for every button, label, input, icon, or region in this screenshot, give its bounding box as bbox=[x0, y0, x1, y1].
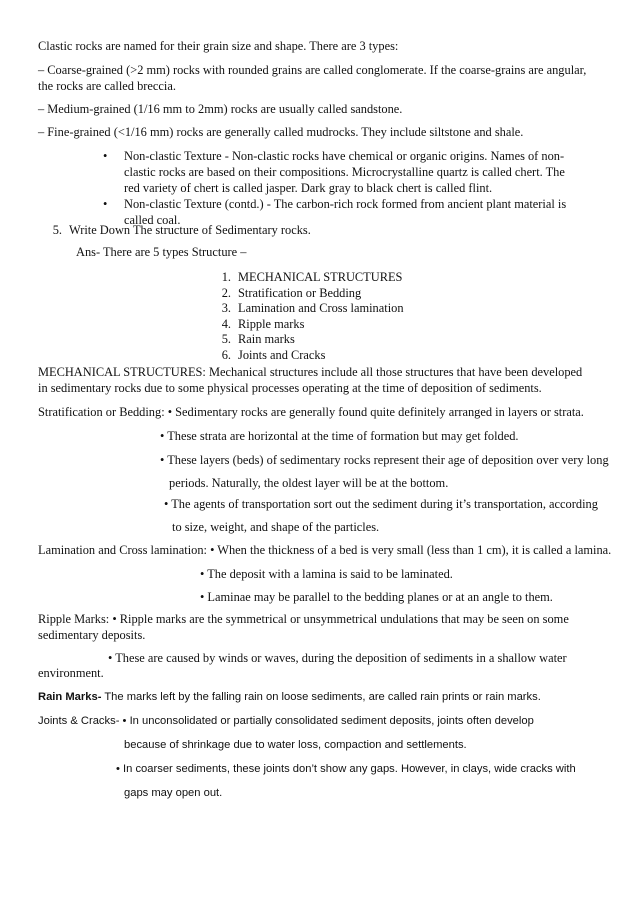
bullet-text: Non-clastic Texture - Non-clastic rocks have chemical or organic origins. Names of non-clastic rocks are based on their compositions. Microcrystalline quartz is called chert. The red variety of chert is called jasper. Dark gray to black chert is called flint. bbox=[124, 149, 565, 195]
structure-item bbox=[213, 300, 404, 316]
rain-marks-label: Rain Marks- bbox=[38, 691, 102, 703]
lamination-line-3: • Laminae may be parallel to the bedding planes or at an angle to them. bbox=[200, 590, 553, 604]
structure-item bbox=[213, 285, 361, 301]
structure-label: Ripple marks bbox=[238, 317, 305, 331]
rain-marks-paragraph bbox=[38, 689, 541, 705]
lamination-line-1: Lamination and Cross lamination: • When the thickness of a bed is very small (less than 1 cm), it is called a lamina. bbox=[38, 543, 612, 557]
bullet-marker: • bbox=[103, 149, 108, 163]
stratification-line-2: • These strata are horizontal at the time of formation but may get folded. bbox=[160, 429, 519, 443]
joints-line-3: • In coarser sediments, these joints don’t show any gaps. However, in clays, wide cracks with bbox=[116, 763, 576, 775]
intro-paragraph-3: – Medium-grained (1/16 mm to 2mm) rocks are usually called sandstone. bbox=[38, 102, 403, 116]
rain-marks-text: The marks left by the falling rain on loose sediments, are called rain prints or rain marks. bbox=[101, 691, 541, 703]
structure-item bbox=[213, 331, 295, 347]
intro-paragraph-4: – Fine-grained (<1/16 mm) rocks are generally called mudrocks. They include siltstone and shale. bbox=[38, 125, 524, 139]
intro-paragraph-1: Clastic rocks are named for their grain size and shape. There are 3 types: bbox=[38, 39, 399, 53]
structure-number: 1. bbox=[221, 270, 231, 284]
stratification-line-1: Stratification or Bedding: • Sedimentary rocks are generally found quite definitely arranged in layers or strata. bbox=[38, 405, 584, 419]
stratification-line-3: • These layers (beds) of sedimentary rocks represent their age of deposition over very long bbox=[160, 453, 609, 467]
joints-line-2: because of shrinkage due to water loss, compaction and settlements. bbox=[124, 739, 467, 751]
question-heading bbox=[44, 222, 311, 238]
structure-label: Rain marks bbox=[238, 332, 295, 346]
structure-item bbox=[213, 316, 304, 332]
stratification-line-5: • The agents of transportation sort out the sediment during it’s transportation, according bbox=[164, 497, 598, 511]
answer-intro: Ans- There are 5 types Structure – bbox=[76, 245, 247, 259]
structure-item bbox=[213, 269, 402, 285]
stratification-line-6: to size, weight, and shape of the particles. bbox=[172, 520, 380, 534]
question-number: 5. bbox=[52, 223, 62, 237]
structure-number: 5. bbox=[221, 332, 231, 346]
ripple-line-1: Ripple Marks: • Ripple marks are the symmetrical or unsymmetrical undulations that may be seen on some bbox=[38, 612, 569, 626]
structure-number: 6. bbox=[221, 348, 231, 362]
lamination-line-2: • The deposit with a lamina is said to be laminated. bbox=[200, 567, 453, 581]
structure-label: MECHANICAL STRUCTURES bbox=[238, 270, 403, 284]
bullet-text: Non-clastic Texture (contd.) - The carbon-rich rock formed from ancient plant material is called coal. bbox=[124, 197, 567, 227]
question-text: Write Down The structure of Sedimentary rocks. bbox=[69, 223, 311, 237]
bullet-marker: • bbox=[103, 197, 108, 211]
joints-line-1: Joints & Cracks- • In unconsolidated or partially consolidated sediment deposits, joints often develop bbox=[38, 715, 534, 727]
ripple-line-4: environment. bbox=[38, 666, 104, 680]
mechanical-structures-paragraph: MECHANICAL STRUCTURES: Mechanical structures include all those structures that have been developed in sedimentary rocks due to some physical processes operating at the time of deposition of sediments. bbox=[38, 365, 583, 395]
structure-label: Joints and Cracks bbox=[238, 348, 326, 362]
structure-item bbox=[213, 347, 325, 363]
joints-line-4: gaps may open out. bbox=[124, 787, 223, 799]
ripple-line-3: • These are caused by winds or waves, during the deposition of sediments in a shallow water bbox=[108, 651, 567, 665]
structure-label: Lamination and Cross lamination bbox=[238, 301, 404, 315]
stratification-line-4: periods. Naturally, the oldest layer will be at the bottom. bbox=[169, 476, 449, 490]
ripple-line-2: sedimentary deposits. bbox=[38, 628, 146, 642]
structure-label: Stratification or Bedding bbox=[238, 286, 362, 300]
structure-number: 4. bbox=[221, 317, 231, 331]
intro-paragraph-2: – Coarse-grained (>2 mm) rocks with rounded grains are called conglomerate. If the coarse-grains are angular, the rocks are called breccia. bbox=[38, 63, 587, 93]
structure-number: 2. bbox=[221, 286, 231, 300]
structure-number: 3. bbox=[221, 301, 231, 315]
bullet-item bbox=[103, 148, 583, 196]
